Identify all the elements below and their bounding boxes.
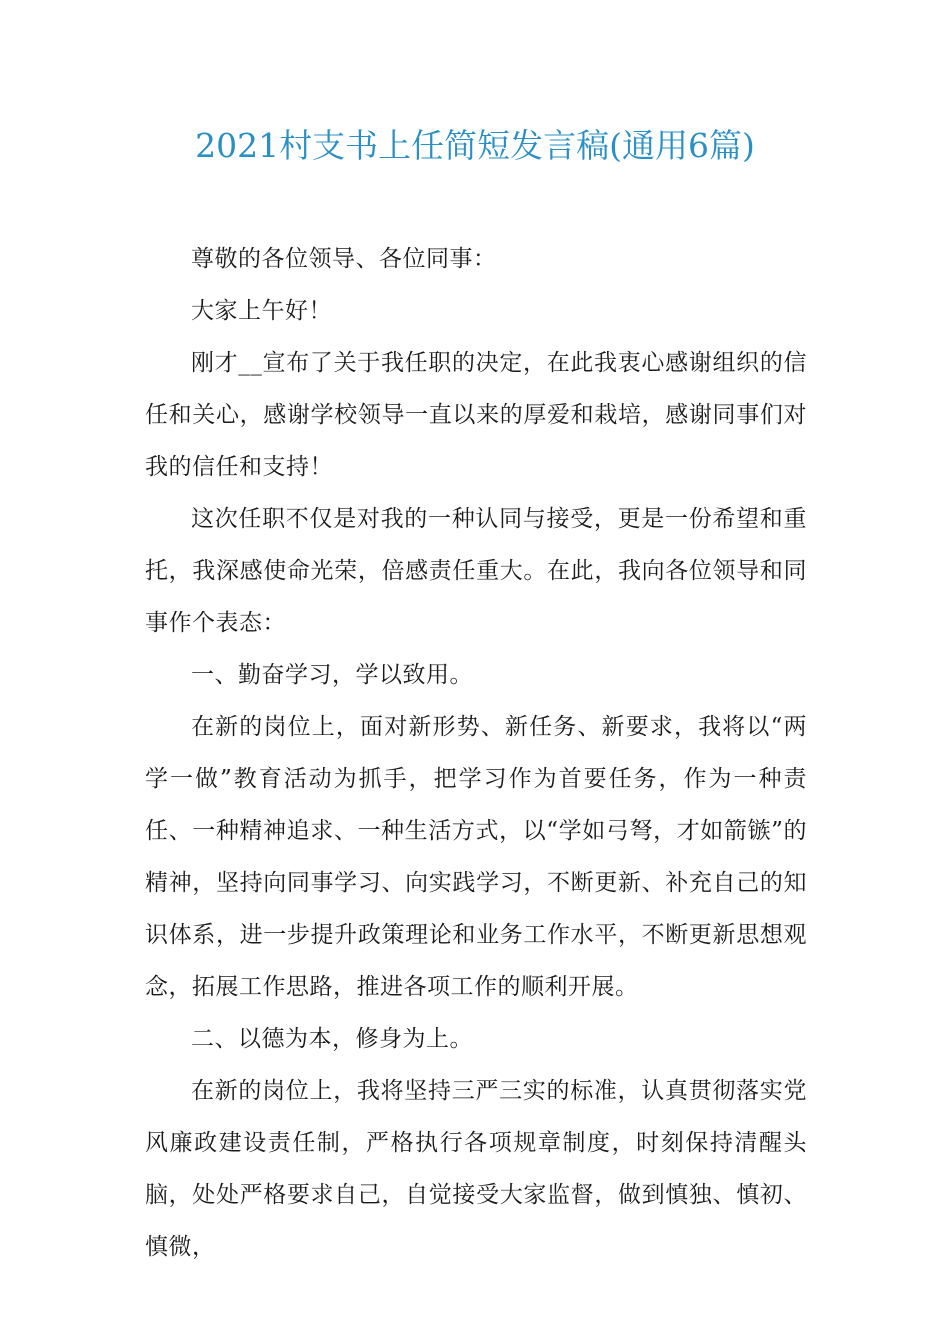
greeting-paragraph: 大家上午好！	[191, 298, 332, 324]
document-body	[145, 233, 807, 1273]
section-2-paragraph: 在新的岗位上，我将坚持三严三实的标准，认真贯彻落实党风廉政建设责任制，严格执行各项规章制度，时刻保持清醒头脑，处处严格要求自己，自觉接受大家监督，做到慎独、慎初、慎微，	[145, 1078, 807, 1260]
salutation-paragraph: 尊敬的各位领导、各位同事：	[191, 246, 497, 272]
thanks-paragraph: 刚才__宣布了关于我任职的决定，在此我衷心感谢组织的信任和关心，感谢学校领导一直以来的厚爱和栽培，感谢同事们对我的信任和支持！	[145, 350, 807, 480]
statement-paragraph: 这次任职不仅是对我的一种认同与接受，更是一份希望和重托，我深感使命光荣，倍感责任重大。在此，我向各位领导和同事作个表态：	[145, 506, 807, 636]
section-1-paragraph: 在新的岗位上，面对新形势、新任务、新要求，我将以“两学一做”教育活动为抓手，把学习作为首要任务，作为一种责任、一种精神追求、一种生活方式，以“学如弓弩，才如箭镞”的精神，坚持向同事学习、向实践学习，不断更新、补充自己的知识体系，进一步提升政策理论和业务工作水平，不断更新思想观念，拓展工作思路，推进各项工作的顺利开展。	[145, 714, 807, 1000]
section-heading-1: 一、勤奋学习，学以致用。	[191, 662, 473, 688]
section-heading-2: 二、以德为本，修身为上。	[191, 1026, 473, 1052]
document-title: 2021村支书上任简短发言稿(通用6篇)	[195, 126, 755, 165]
